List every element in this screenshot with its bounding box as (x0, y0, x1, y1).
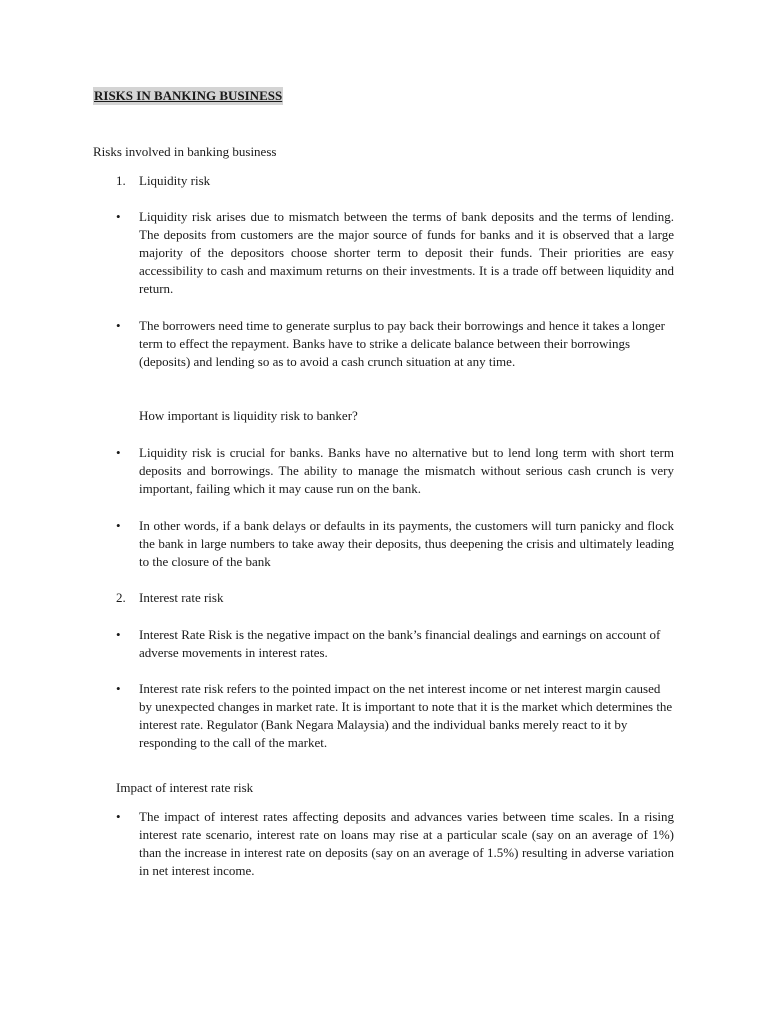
bullet-paragraph: The borrowers need time to generate surplus to pay back their borrowings and hence it takes a longer term to effect the repayment. Banks have to strike a delicate balance between their borrowings (deposits) and lending so as to avoid a cash crunch situation at any time. (139, 318, 665, 369)
bullet-marker: • (116, 318, 121, 333)
section-1-subheading: How important is liquidity risk to banker? (139, 408, 358, 423)
bullet-marker: • (116, 209, 121, 224)
section-1-number: 1. (116, 173, 126, 188)
section-2-heading: Interest rate risk (139, 590, 224, 605)
bullet-paragraph: In other words, if a bank delays or defaults in its payments, the customers will turn panicky and flock the bank in large numbers to take away their deposits, thus deepening the crisis and ultimately leading to the closure of the bank (139, 518, 674, 569)
intro-text: Risks involved in banking business (93, 144, 277, 159)
bullet-paragraph: Interest Rate Risk is the negative impact on the bank’s financial dealings and earnings on account of adverse movements in interest rates. (139, 627, 661, 660)
section-1-heading: Liquidity risk (139, 173, 211, 188)
bullet-marker: • (116, 681, 121, 696)
bullet-paragraph: Liquidity risk arises due to mismatch between the terms of bank deposits and the terms of lending. The deposits from customers are the major source of funds for banks and it is observed that a large majority of the depositors choose shorter term to deposit their funds. Their priorities are easy accessibility to cash and maximum returns on their investments. It is a trade off between liquidity and return. (139, 209, 674, 296)
section-2-number: 2. (116, 590, 126, 605)
page-title: RISKS IN BANKING BUSINESS (94, 88, 283, 103)
bullet-marker: • (116, 445, 121, 460)
bullet-paragraph: Liquidity risk is crucial for banks. Banks have no alternative but to lend long term with short term deposits and borrowings. The ability to manage the mismatch without serious cash crunch is very important, failing which it may cause run on the bank. (139, 445, 674, 496)
section-2-subheading: Impact of interest rate risk (116, 780, 254, 795)
bullet-marker: • (116, 627, 121, 642)
bullet-marker: • (116, 809, 121, 824)
bullet-paragraph: The impact of interest rates affecting deposits and advances varies between time scales. In a rising interest rate scenario, interest rate on loans may rise at a particular scale (say on an average of 1%) than the increase in interest rate on deposits (say on an average of 1.5%) resulting in adverse variation in net interest income. (139, 809, 674, 878)
bullet-marker: • (116, 518, 121, 533)
bullet-paragraph: Interest rate risk refers to the pointed impact on the net interest income or net interest margin caused by unexpected changes in market rate. It is important to note that it is the market which determines the interest rate. Regulator (Bank Negara Malaysia) and the individual banks merely react to it by responding to the call of the market. (139, 681, 673, 750)
